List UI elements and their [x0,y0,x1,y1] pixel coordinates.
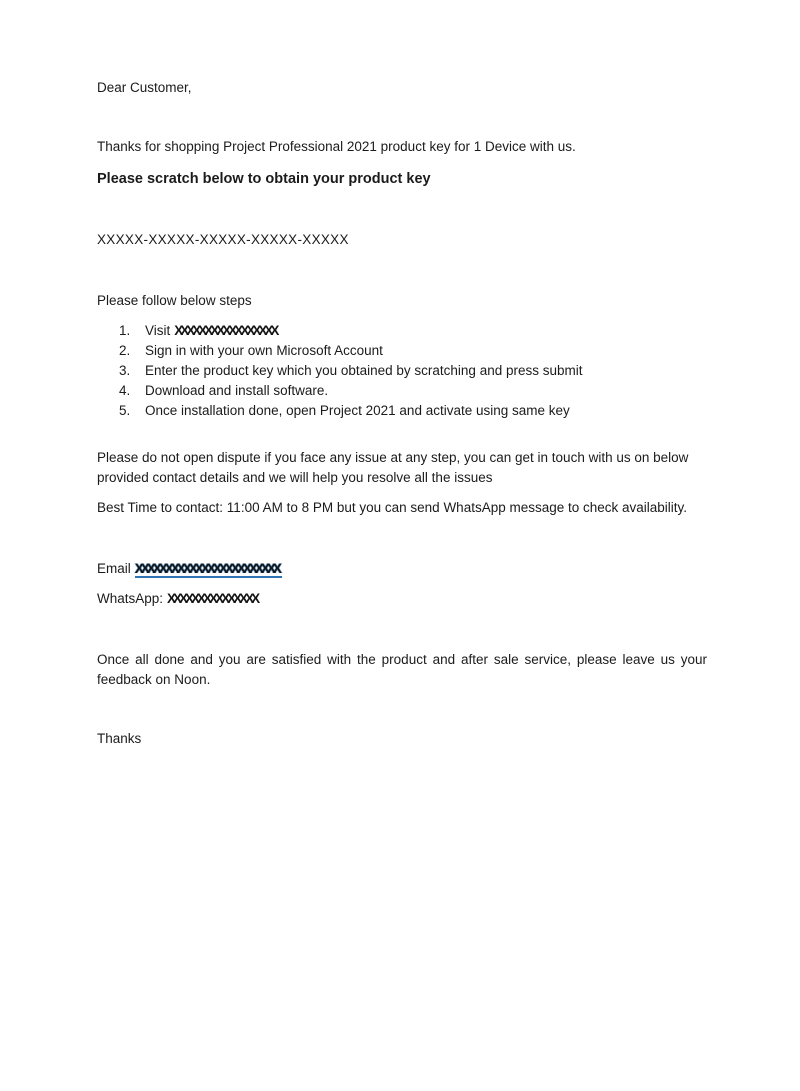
step-text [145,321,279,341]
whatsapp-contact-line [97,589,707,609]
step-text: Enter the product key which you obtained by scratching and press submit [145,363,583,378]
steps-list [97,321,707,421]
step-text: Once installation done, open Project 2021 and activate using same key [145,403,570,418]
step-number: 4. [119,383,131,398]
redacted-whatsapp-number: XXXXXXXXXXXXXXX [167,591,258,606]
intro-paragraph: Thanks for shopping Project Professional 2021 product key for 1 Device with us. [97,139,576,154]
step-item-3 [97,361,707,381]
redacted-visit-url: XXXXXXXXXXXXXXXXX [174,323,277,338]
product-key-placeholder: XXXXX-XXXXX-XXXXX-XXXXX-XXXXX [97,232,349,247]
whatsapp-label: WhatsApp: [97,591,164,606]
closing-line: Thanks [97,731,142,746]
best-time-line: Best Time to contact: 11:00 AM to 8 PM but you can send WhatsApp message to check availability. [97,500,688,515]
redacted-email-link[interactable]: XXXXXXXXXXXXXXXXXXXXXXXX [135,561,282,578]
step-item-5 [97,401,707,421]
step-item-1 [97,321,707,341]
step-number: 1. [119,323,131,338]
visit-prefix: Visit [145,323,171,338]
email-label: Email [97,561,131,576]
feedback-paragraph: Once all done and you are satisfied with the product and after sale service, please leave us your feedback on Noon. [97,652,707,687]
step-item-2 [97,341,707,361]
steps-intro-line: Please follow below steps [97,293,252,308]
step-text: Download and install software. [145,383,329,398]
scratch-instruction-heading: Please scratch below to obtain your product key [97,171,431,187]
step-number: 2. [119,343,131,358]
email-contact-line [97,559,707,579]
step-number: 3. [119,363,131,378]
step-item-4 [97,381,707,401]
step-number: 5. [119,403,131,418]
dispute-paragraph: Please do not open dispute if you face any issue at any step, you can get in touch with us on below provided contact details and we will help you resolve all the issues [97,450,689,485]
step-text: Sign in with your own Microsoft Account [145,343,383,358]
greeting-line: Dear Customer, [97,80,192,95]
